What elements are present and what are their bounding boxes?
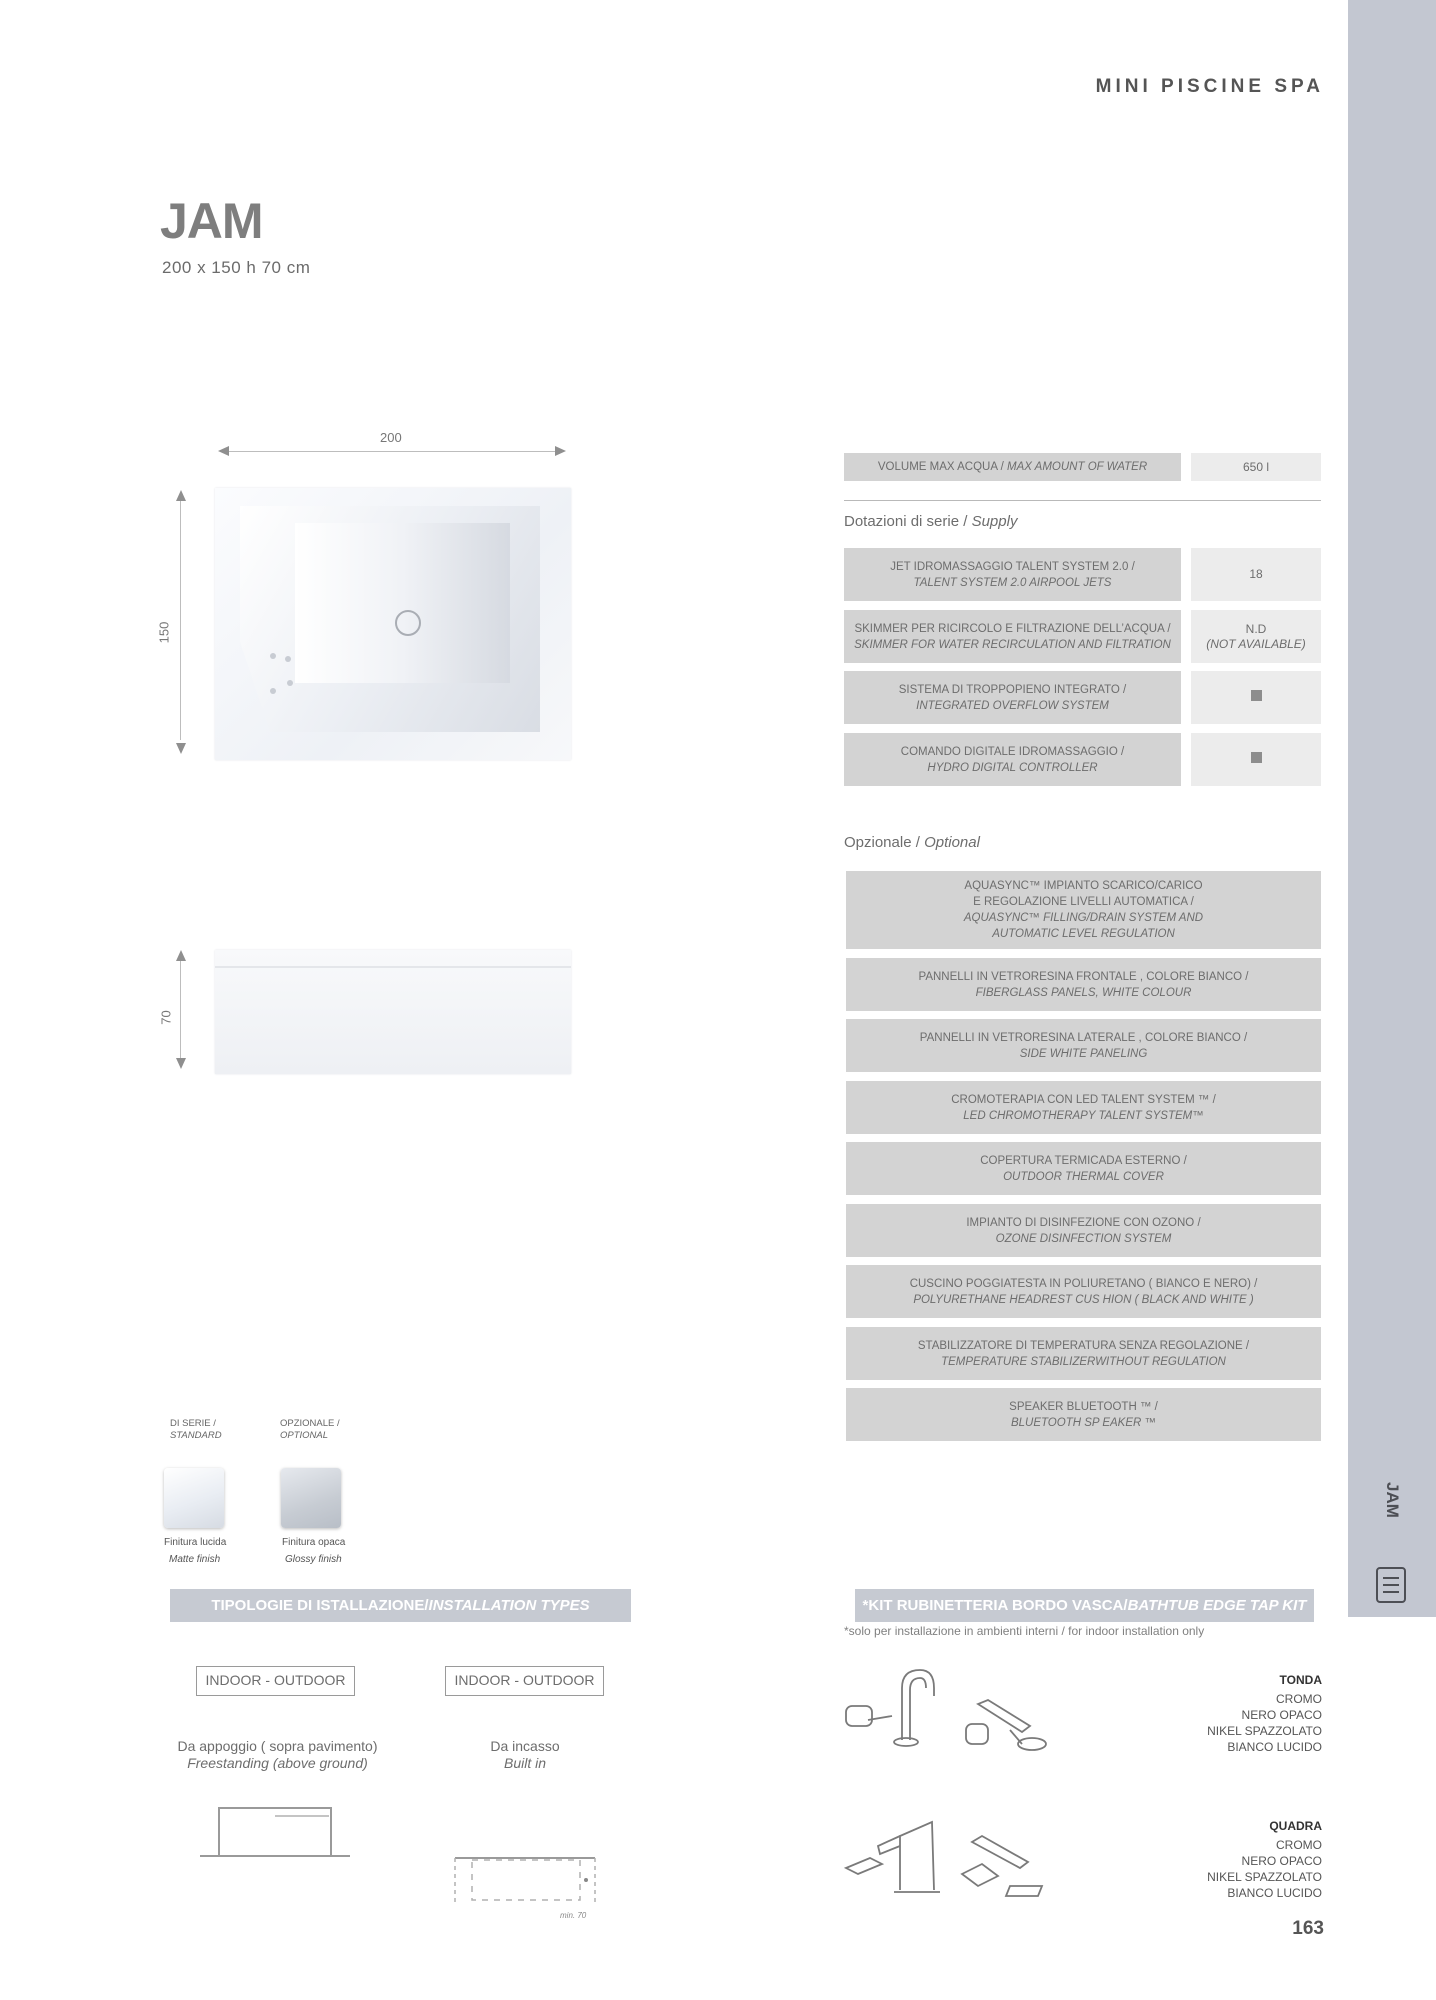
optional-row: STABILIZZATORE DI TEMPERATURA SENZA REGOLAZIONE / TEMPERATURE STABILIZERWITHOUT REGULATION (846, 1327, 1321, 1380)
spec-volume-label: VOLUME MAX ACQUA / MAX AMOUNT OF WATER (844, 453, 1181, 481)
depth-dimension-label: 150 (156, 621, 172, 644)
divider (844, 500, 1321, 501)
indoor-outdoor-badge: INDOOR - OUTDOOR (196, 1666, 355, 1696)
width-dimension-line (225, 451, 560, 452)
height-dimension-label: 70 (158, 1010, 174, 1025)
arrow-up-icon (176, 950, 186, 961)
optional-row: COPERTURA TERMICADA ESTERNO / OUTDOOR THERMAL COVER (846, 1142, 1321, 1195)
drain-icon (395, 610, 421, 636)
supply-row-value: 18 (1191, 548, 1321, 601)
supply-title: Dotazioni di serie / Supply (844, 513, 1018, 530)
quadra-finish-list: QUADRA CROMO NERO OPACO NIKEL SPAZZOLATO BIANCO LUCIDO (1207, 1819, 1322, 1900)
freestanding-diagram (195, 1800, 355, 1860)
finish-standard-heading: DI SERIE / STANDARD (170, 1418, 222, 1441)
built-in-diagram (450, 1850, 600, 1910)
built-in-caption: Da incasso Built in (490, 1738, 560, 1771)
optional-row: CROMOTERAPIA CON LED TALENT SYSTEM ™ / LED CHROMOTHERAPY TALENT SYSTEM™ (846, 1081, 1321, 1134)
optional-row: PANNELLI IN VETRORESINA LATERALE , COLORE BIANCO / SIDE WHITE PANELING (846, 1019, 1321, 1072)
jet-icon (287, 680, 293, 686)
spec-volume-value: 650 l (1191, 453, 1321, 481)
jet-icon (270, 688, 276, 694)
arrow-left-icon (218, 446, 229, 456)
finish-optional-heading: OPZIONALE / OPTIONAL (280, 1418, 340, 1441)
height-dimension-line (180, 960, 181, 1060)
catalog-icon[interactable] (1376, 1567, 1406, 1603)
arrow-down-icon (176, 1058, 186, 1069)
supply-row-label: SKIMMER PER RICIRCOLO E FILTRAZIONE DELL’ACQUA / SKIMMER FOR WATER RECIRCULATION AND FILTRATION (844, 610, 1181, 663)
product-dimensions: 200 x 150 h 70 cm (162, 258, 311, 277)
finish-caption: Finitura lucida Matte finish (164, 1537, 227, 1565)
brand-header: MINI PISCINE SPA (1095, 76, 1324, 97)
optional-row: CUSCINO POGGIATESTA IN POLIURETANO ( BIANCO E NERO) / POLYURETHANE HEADREST CUS HION ( BLACK AND WHITE ) (846, 1265, 1321, 1318)
side-tab (1348, 0, 1436, 1617)
supply-row-label: COMANDO DIGITALE IDROMASSAGGIO / HYDRO DIGITAL CONTROLLER (844, 733, 1181, 786)
min-height-note: min. 70 (560, 1911, 587, 1920)
jet-icon (270, 653, 276, 659)
supply-row-value (1191, 671, 1321, 724)
optional-row: AQUASYNC™ IMPIANTO SCARICO/CARICO E REGOLAZIONE LIVELLI AUTOMATICA / AQUASYNC™ FILLING/DRAIN SYSTEM AND AUTOMATIC LEVEL REGULATION (846, 871, 1321, 949)
tub-top-view (215, 488, 571, 760)
arrow-right-icon (555, 446, 566, 456)
supply-row-label: SISTEMA DI TROPPOPIENO INTEGRATO / INTEGRATED OVERFLOW SYSTEM (844, 671, 1181, 724)
freestanding-caption: Da appoggio ( sopra pavimento) Freestanding (above ground) (177, 1738, 378, 1771)
width-dimension-label: 200 (380, 430, 402, 445)
installation-types-band: TIPOLOGIE DI ISTALLAZIONE / INSTALLATION TYPES (170, 1589, 631, 1622)
included-square-icon (1251, 752, 1262, 763)
tap-kit-band: *KIT RUBINETTERIA BORDO VASCA / BATHTUB EDGE TAP KIT (855, 1589, 1314, 1622)
optional-row: SPEAKER BLUETOOTH ™ / BLUETOOTH SP EAKER ™ (846, 1388, 1321, 1441)
tap-kit-note: *solo per installazione in ambienti interni / for indoor installation only (844, 1624, 1205, 1638)
included-square-icon (1251, 690, 1262, 701)
tub-inner (295, 523, 510, 683)
finish-caption: Finitura opaca Glossy finish (282, 1537, 346, 1565)
depth-dimension-line (180, 500, 181, 740)
optional-title: Opzionale / Optional (844, 834, 980, 851)
supply-row-value (1191, 733, 1321, 786)
supply-row-value: N.D (NOT AVAILABLE) (1191, 610, 1321, 663)
jet-icon (285, 656, 291, 662)
tonda-finish-list: TONDA CROMO NERO OPACO NIKEL SPAZZOLATO BIANCO LUCIDO (1207, 1673, 1322, 1754)
arrow-up-icon (176, 490, 186, 501)
tub-side-view (215, 950, 571, 1074)
glossy-finish-swatch[interactable] (164, 1468, 224, 1528)
square-tap-kit-illustration (842, 1808, 1052, 1908)
side-tab-label: JAM (1383, 1482, 1402, 1518)
arrow-down-icon (176, 743, 186, 754)
optional-row: PANNELLI IN VETRORESINA FRONTALE , COLORE BIANCO / FIBERGLASS PANELS, WHITE COLOUR (846, 958, 1321, 1011)
supply-row-label: JET IDROMASSAGGIO TALENT SYSTEM 2.0 / TALENT SYSTEM 2.0 AIRPOOL JETS (844, 548, 1181, 601)
product-title: JAM (160, 193, 263, 249)
page-number: 163 (1292, 1918, 1324, 1939)
matte-finish-swatch[interactable] (281, 1468, 341, 1528)
round-tap-kit-illustration (842, 1660, 1052, 1760)
indoor-outdoor-badge: INDOOR - OUTDOOR (445, 1666, 604, 1696)
optional-row: IMPIANTO DI DISINFEZIONE CON OZONO / OZONE DISINFECTION SYSTEM (846, 1204, 1321, 1257)
